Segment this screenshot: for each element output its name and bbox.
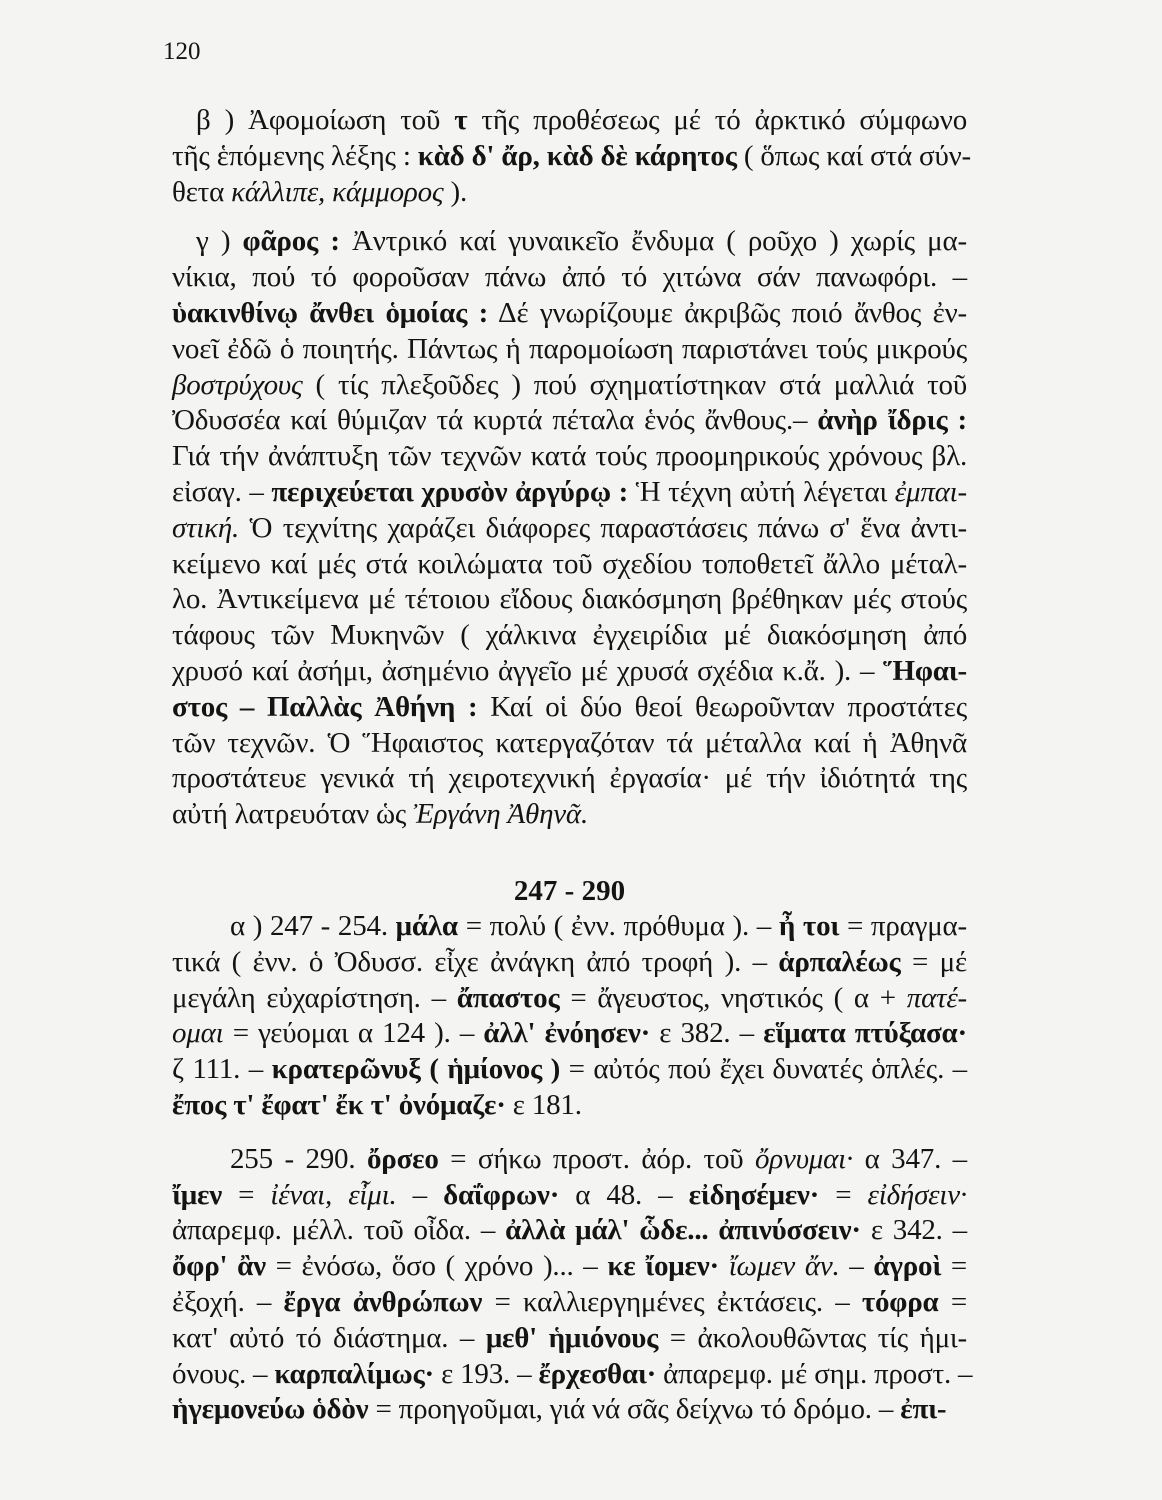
text-line [172,1321,967,1357]
text-run: = [938,1285,967,1318]
text-line [172,582,967,618]
bold-term: ἦ τοι [778,909,840,942]
text-run: = γεύομαι α 124 ). – [223,1017,484,1050]
bold-term: τ [454,104,468,136]
text-run: ( ὅπως καί στά σύν- [736,139,971,172]
text-run: = [221,1178,271,1211]
text-run: αὐτή λατρευόταν ὡς [172,798,414,831]
bold-term: ἔρχεσθαι· [538,1357,657,1390]
text-run: α 347. – [853,1142,967,1175]
text-run: νίκια, πού τό φοροῦσαν πάνω ἀπό τό χιτώνα σάν πανωφόρι. – [172,261,967,294]
text-run: – [396,1178,444,1211]
text-run: ἐξοχή. – [172,1285,284,1318]
italic-term: εἰδήσειν· [867,1178,967,1211]
text-run: – [839,1250,874,1283]
text-run: = αὐτός πού ἔχει δυνατές ὁπλές. – [560,1053,967,1086]
bold-term: εἵματα πτύξασα· [763,1017,967,1050]
bold-term: κρατερῶνυξ ( ἡμίονος ) [271,1053,561,1086]
paragraph-gamma [172,224,967,833]
text-run: ἀπαρεμφ. μέ σημ. προστ. – [656,1357,973,1390]
text-run: Καί οἱ δύο θεοί θεωροῦνταν προστάτες [477,690,967,723]
bold-term: ὑακινθίνῳ ἄνθει ὁμοίας : [172,296,489,329]
text-run: α 48. – [559,1178,689,1211]
text-run: λο. Ἀντικείμενα μέ τέτοιου εἴδους διακόσμηση βρέθηκαν μές στούς [172,583,967,616]
bold-term: ἀγροὶ [873,1250,942,1283]
bold-term: ἴμεν [172,1178,222,1211]
italic-term: πατέ- [906,981,968,1014]
text-run: ζ 111. – [172,1053,272,1086]
text-line [172,909,967,945]
text-run: ε 193. – [434,1357,539,1390]
text-run: Ὁ τεχνίτης χαράζει διάφορες παραστάσεις πάνω σ' ἕνα ἀντι- [239,511,967,544]
text-run: = [819,1178,868,1211]
text-run: ). [443,175,468,208]
bold-term: ἔπος τ' ἔφατ' ἔκ τ' ὀνόμαζε· [172,1088,506,1121]
text-run: χρυσό καί ἀσήμι, ἀσημένιο ἀγγεῖο μέ χρυσά σχέδια κ.ἄ. ). – [172,654,884,687]
text-line [172,1088,967,1124]
text-run: α ) 247 - 254. [230,909,396,942]
text-line [172,332,967,368]
bold-term: ἔργα ἀνθρώπων [283,1285,483,1318]
text-line [172,175,967,211]
text-run: κείμενο καί μές στά κοιλώματα τοῦ σχεδίου τοποθετεῖ ἄλλο μέταλ- [172,547,967,580]
italic-term: κάλλιπε, κάμμορος [231,175,444,208]
text-run: Ὀδυσσέα καί θύμιζαν τά κυρτά πέταλα ἑνός ἄνθους.– [172,404,818,437]
text-line [172,945,967,981]
bold-term: μεθ' ἡμιόνους [485,1321,659,1354]
bold-term: περιχεύεται χρυσὸν ἀργύρῳ : [271,475,629,508]
text-run: ε 342. – [860,1214,967,1247]
text-run: = μέ [900,945,967,978]
paragraph-beta [172,103,971,210]
text-run: Ἡ τέχνη αὐτή λέγεται [628,475,895,508]
text-run: = σήκω προστ. ἀόρ. τοῦ [438,1142,755,1175]
text-line [172,439,967,475]
text-run: κατ' αὐτό τό διάστημα. – [172,1321,486,1354]
text-line [172,511,967,547]
text-line [172,654,967,690]
bold-term: ὄρσεο [366,1142,439,1175]
text-run: ε 382. – [650,1017,764,1050]
text-line [172,797,967,833]
bold-term: μάλα [395,909,458,942]
text-run: προστάτευε γενικά τή χειροτεχνική ἐργασία· μέ τήν ἰδιότητά της [172,762,967,795]
text-line [172,690,967,726]
text-block [172,103,973,1428]
text-run: τῶν τεχνῶν. Ὁ Ἥφαιστος κατεργαζόταν τά μέταλλα καί ἡ Ἀθηνᾶ [172,726,967,759]
bold-term: κὰδ δ' ἄρ, κὰδ δὲ κάρητος [417,139,737,172]
italic-term: ἐμπαι- [894,475,967,508]
text-line [172,475,967,511]
bold-term: εἰδησέμεν· [688,1178,820,1211]
text-line [172,1052,967,1088]
bold-term: ἀλλὰ μάλ' ὧδε... ἀπινύσσειν· [505,1214,861,1247]
bold-term: ἀλλ' ἐνόησεν· [483,1017,651,1050]
italic-term: ομαι [172,1017,224,1050]
text-run: = ἀκολουθῶντας τίς ἡμι- [658,1321,967,1354]
text-run: = ἄγευστος, νηστικός ( α + [559,981,907,1014]
bold-term: κε ἴομεν· [607,1250,719,1283]
text-run: τάφους τῶν Μυκηνῶν ( χάλκινα ἐγχειρίδια μέ διακόσμηση ἀπό [172,619,967,652]
text-line [172,1142,967,1178]
text-line [172,1392,967,1428]
bold-term: τόφρα [861,1285,939,1318]
italic-term: βοστρύχους [172,368,303,401]
text-run: γ ) [196,225,243,258]
text-run: τικά ( ἐνν. ὁ Ὀδυσσ. εἶχε ἀνάγκη ἀπό τροφή ). – [172,945,779,978]
text-run: = πραγμα- [839,909,968,942]
italic-term: Ἐργάνη Ἀθηνᾶ. [413,798,588,831]
text-run: Ἀντρικό καί γυναικεῖο ἔνδυμα ( ροῦχο ) χωρίς μα- [339,225,967,258]
bold-term: δαΐφρων· [443,1178,560,1211]
text-line [172,1213,967,1249]
text-line [172,1016,967,1052]
text-line [172,139,971,175]
section-heading: 247 - 290 [513,874,626,907]
text-run: 255 - 290. [230,1142,367,1175]
text-line [172,618,967,654]
text-line [172,368,967,404]
text-run: νοεῖ ἐδῶ ὁ ποιητής. Πάντως ἡ παρομοίωση παριστάνει τούς μικρούς [172,332,967,365]
italic-term: ἴωμεν ἄν. [728,1250,840,1283]
italic-term: στική. [172,511,240,544]
text-line [172,1285,967,1321]
text-run: ( τίς πλεξοῦδες ) πού σχηματίστηκαν στά μαλλιά τοῦ [302,368,967,401]
text-run: = καλλιεργημένες ἐκτάσεις. – [482,1285,862,1318]
bold-term: ἐπι- [900,1393,947,1426]
text-line [172,761,967,797]
text-run: = ἐνόσω, ὅσο ( χρόνο )... – [265,1250,608,1283]
text-run: τῆς ἑπόμενης λέξης : [172,139,418,172]
text-run: = [941,1250,968,1283]
text-run: β ) Ἀφομοίωση τοῦ [196,104,455,136]
paragraph-alpha-part2 [172,1142,973,1428]
text-line [172,260,967,296]
bold-term: ἁρπαλέως [778,945,901,978]
bold-term: φᾶρος : [242,225,340,258]
bold-term: ἀνὴρ ἴδρις : [817,404,967,437]
text-run: τῆς προθέσεως μέ τό ἀρκτικό σύμφωνο [467,104,967,136]
text-line [172,296,967,332]
text-line [172,403,967,439]
bold-term: καρπαλίμως· [274,1357,435,1390]
page-number: 120 [163,38,201,65]
text-line [172,103,967,139]
text-line [172,726,967,762]
text-line [172,547,967,583]
text-run: ἀπαρεμφ. μέλλ. τοῦ οἶδα. – [172,1214,506,1247]
text-line [172,1178,967,1214]
text-run: Γιά τήν ἀνάπτυξη τῶν τεχνῶν κατά τούς προομηρικούς χρόνους βλ. [172,440,967,473]
text-run: θετα [172,175,232,208]
text-run [719,1250,729,1282]
text-line [172,224,967,260]
text-run: εἰσαγ. – [172,475,272,508]
text-line [172,1357,973,1393]
text-line [172,1249,967,1285]
paragraph-alpha-part1 [172,909,967,1124]
italic-term: ὄρνυμαι· [755,1142,854,1175]
text-run: = πολύ ( ἐνν. πρόθυμα ). – [457,909,779,942]
text-run: ε 181. [505,1088,582,1121]
text-run: Δέ γνωρίζουμε ἀκριβῶς ποιό ἄνθος ἐν- [488,296,967,329]
text-run: μεγάλη εὐχαρίστηση. – [172,981,457,1014]
text-line [172,981,967,1017]
text-run: όνους. – [172,1357,275,1390]
bold-term: ὄφρ' ἂν [172,1250,266,1283]
bold-term: ἄπαστος [456,981,560,1014]
text-run: = προηγοῦμαι, γιά νά σᾶς δείχνω τό δρόμο. – [368,1393,901,1426]
bold-term: ἡγεμονεύω ὁδὸν [172,1393,369,1426]
italic-term: ἰέναι, εἶμι. [270,1178,397,1211]
bold-term: Ἥφαι- [883,654,967,687]
bold-term: στος – Παλλὰς Ἀθήνη : [172,690,478,723]
